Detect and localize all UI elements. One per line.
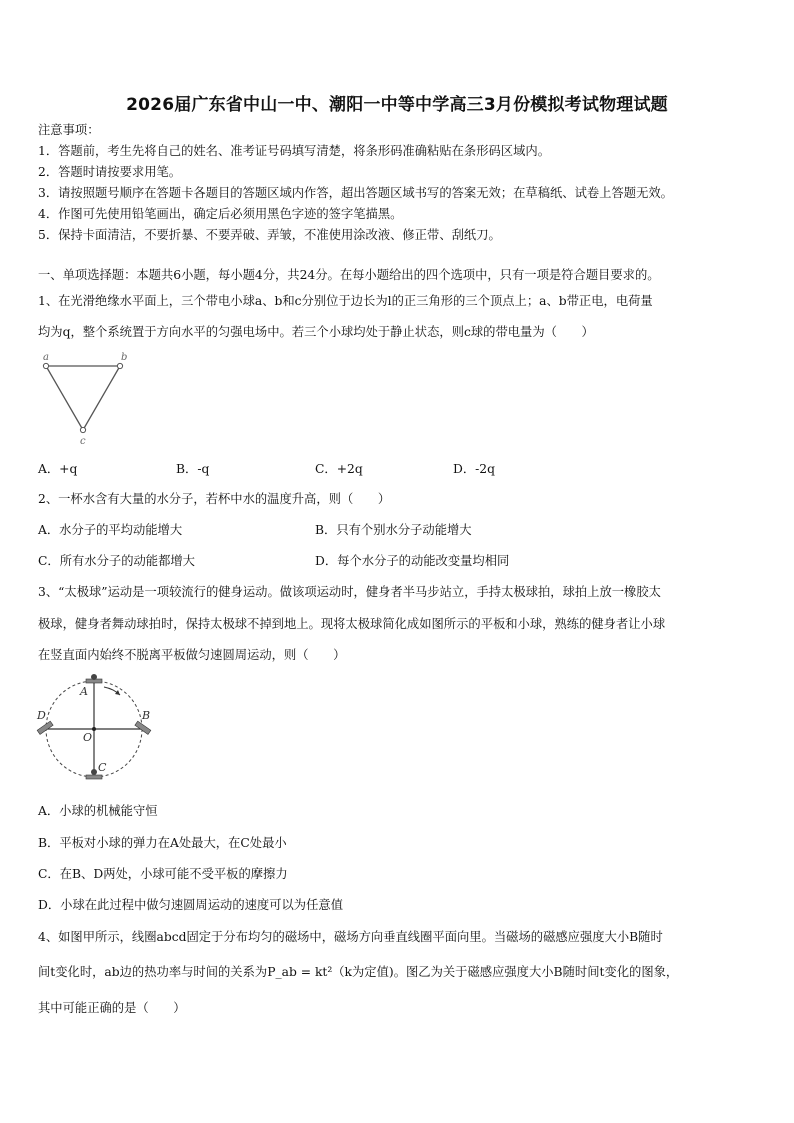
q3-option-c: C．在B、D两处，小球可能不受平板的摩擦力 — [38, 867, 288, 881]
question-4-line2: 间t变化时，ab边的热功率与时间的关系为P_ab = kt²（k为定值)。图乙为关于磁感应强度大小B随时间t变化的图象， — [38, 965, 679, 979]
q1-option-b: B．-q — [176, 462, 210, 476]
q1-option-d: D．-2q — [453, 462, 496, 476]
q2-option-c: C．所有水分子的动能都增大 — [38, 554, 195, 568]
q2-option-b: B．只有个别水分子动能增大 — [315, 523, 472, 537]
question-1-line1: 1、在光滑绝缘水平面上，三个带电小球a、b和c分别位于边长为l的正三角形的三个顶点上；a、b带正电，电荷量 — [38, 294, 653, 308]
notice-item: 1．答题前，考生先将自己的姓名、准考证号码填写清楚，将条形码准确粘贴在条形码区域内。 — [38, 144, 550, 158]
q2-option-d: D．每个水分子的动能改变量均相同 — [315, 554, 510, 568]
label-B: B — [142, 709, 151, 722]
question-3-line3: 在竖直面内始终不脱离平板做匀速圆周运动，则（ ） — [38, 648, 346, 662]
triangle-figure — [36, 350, 136, 445]
question-4-line3: 其中可能正确的是（ ） — [38, 1001, 186, 1015]
taiji-ball-figure — [34, 673, 159, 783]
q3-option-b: B．平板对小球的弹力在A处最大，在C处最小 — [38, 836, 287, 850]
question-3-line2: 极球，健身者舞动球拍时，保持太极球不掉到地上。现将太极球简化成如图所示的平板和小球，熟练的健身者让小球 — [38, 617, 666, 631]
notice-item: 5．保持卡面清洁，不要折暴、不要弄破、弄皱，不准使用涂改液、修正带、刮纸刀。 — [38, 228, 501, 242]
notice-item: 4．作图可先使用铅笔画出，确定后必须用黑色字迹的签字笔描黑。 — [38, 207, 403, 221]
label-A: A — [80, 685, 88, 698]
label-c: c — [80, 436, 86, 445]
q1-option-a: A．+q — [38, 462, 78, 476]
q3-option-d: D．小球在此过程中做匀速圆周运动的速度可以为任意值 — [38, 898, 343, 912]
label-C: C — [98, 761, 107, 774]
question-2-stem: 2、一杯水含有大量的水分子，若杯中水的温度升高，则（ ） — [38, 492, 391, 506]
label-a: a — [43, 352, 49, 363]
question-1-line2: 均为q，整个系统置于方向水平的匀强电场中。若三个小球均处于静止状态，则c球的带电量为（ ） — [38, 325, 594, 339]
q3-option-a: A．小球的机械能守恒 — [38, 804, 158, 818]
page-title: 2026届广东省中山一中、潮阳一中等中学高三3月份模拟考试物理试题 — [126, 95, 668, 115]
label-D: D — [37, 709, 46, 722]
notice-item: 2．答题时请按要求用笔。 — [38, 165, 182, 179]
section-heading: 一、单项选择题：本题共6小题，每小题4分，共24分。在每小题给出的四个选项中，只有一项是符合题目要求的。 — [38, 268, 660, 282]
label-O: O — [83, 731, 93, 744]
q2-option-a: A．水分子的平均动能增大 — [38, 523, 183, 537]
notice-item: 3．请按照题号顺序在答题卡各题目的答题区域内作答，超出答题区域书写的答案无效；在草稿纸、试卷上答题无效。 — [38, 186, 673, 200]
question-4-line1: 4、如图甲所示，线圈abcd固定于分布均匀的磁场中，磁场方向垂直线圈平面向里。当磁场的磁感应强度大小B随时 — [38, 930, 663, 944]
q1-option-c: C．+2q — [315, 462, 363, 476]
question-3-line1: 3、“太极球”运动是一项较流行的健身运动。做该项运动时，健身者半马步站立，手持太极球拍，球拍上放一橡胶太 — [38, 585, 661, 599]
label-b: b — [121, 352, 128, 363]
notice-heading: 注意事项： — [38, 123, 100, 137]
